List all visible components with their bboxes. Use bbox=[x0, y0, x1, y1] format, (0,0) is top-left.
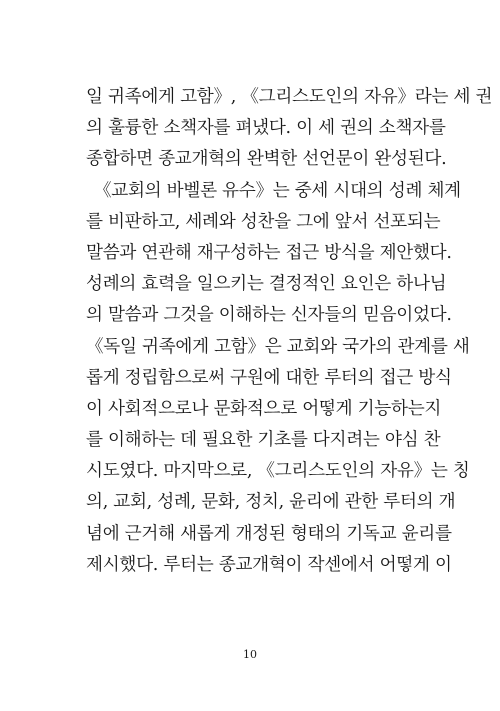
text-line-15: 념에 근거해 새롭게 개정된 형태의 기독교 윤리를 bbox=[86, 523, 452, 544]
text-line-2: 의 훌륭한 소책자를 펴냈다. 이 세 권의 소책자를 bbox=[86, 118, 446, 139]
page-number: 10 bbox=[243, 648, 257, 661]
text-line-6: 말씀과 연관해 재구성하는 접근 방식을 제안했다. bbox=[86, 242, 452, 263]
text-line-10: 롭게 정립함으로써 구원에 대한 루터의 접근 방식 bbox=[86, 367, 452, 388]
text-line-8: 의 말씀과 그것을 이해하는 신자들의 믿음이었다. bbox=[86, 305, 452, 326]
text-line-3: 종합하면 종교개혁의 완벽한 선언문이 완성된다. bbox=[86, 149, 447, 170]
text-line-11: 이 사회적으로나 문화적으로 어떻게 기능하는지 bbox=[86, 398, 442, 419]
text-line-9: 《독일 귀족에게 고함》은 교회와 국가의 관계를 새 bbox=[86, 336, 470, 357]
text-line-4: 《교회의 바벨론 유수》는 중세 시대의 성례 체계 bbox=[94, 180, 461, 201]
text-line-16: 제시했다. 루터는 종교개혁이 작센에서 어떻게 이 bbox=[86, 554, 452, 575]
text-line-13: 시도였다. 마지막으로, 《그리스도인의 자유》는 칭 bbox=[86, 461, 470, 482]
text-line-5: 를 비판하고, 세례와 성찬을 그에 앞서 선포되는 bbox=[86, 211, 441, 232]
body-text bbox=[86, 82, 493, 581]
text-line-12: 를 이해하는 데 필요한 기초를 다지려는 야심 찬 bbox=[86, 430, 441, 451]
text-line-7: 성례의 효력을 일으키는 결정적인 요인은 하나님 bbox=[86, 274, 447, 295]
text-line-14: 의, 교회, 성례, 문화, 정치, 윤리에 관한 루터의 개 bbox=[86, 492, 456, 513]
text-line-1: 일 귀족에게 고함》, 《그리스도인의 자유》라는 세 권 bbox=[86, 87, 493, 107]
